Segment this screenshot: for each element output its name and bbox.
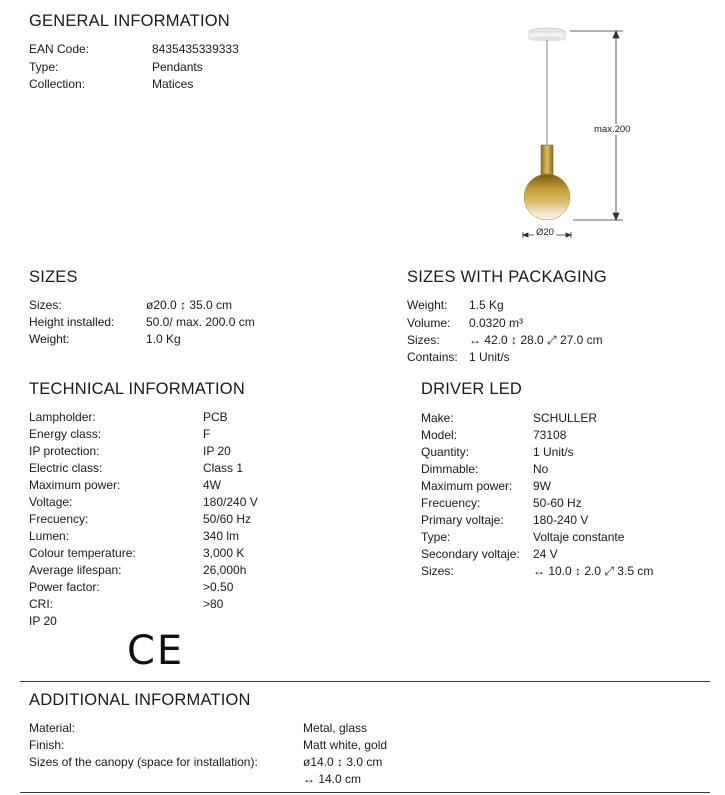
sizes-title: SIZES: [29, 268, 78, 286]
technical-lifespan-label: Average lifespan:: [29, 563, 122, 577]
technical-frequency-value: 50/60 Hz: [203, 512, 252, 526]
driver-sizes-label: Sizes:: [421, 564, 454, 578]
technical-lampholder-label: Lampholder:: [29, 410, 96, 424]
additional-finish-label: Finish:: [29, 738, 65, 752]
general-ean-value: 8435435339333: [152, 42, 239, 56]
lamp-neck: [541, 145, 553, 177]
technical-electric-class-label: Electric class:: [29, 461, 103, 475]
technical-cri-label: CRI:: [29, 597, 53, 611]
driver-type-label: Type:: [421, 530, 451, 544]
technical-ip-protection-value: IP 20: [203, 444, 231, 458]
driver-sizes-value: ↔ 10.0 ↕ 2.0 ⤢ 3.5 cm: [533, 564, 654, 578]
additional-bottom-rule: [20, 792, 710, 793]
packaging-weight-value: 1.5 Kg: [469, 298, 504, 312]
additional-material-label: Material:: [29, 721, 76, 735]
technical-lampholder-value: PCB: [203, 410, 228, 424]
packaging-weight-label: Weight:: [407, 298, 448, 312]
driver-type-value: Voltaje constante: [533, 530, 625, 544]
driver-primary-voltage-label: Primary voltaje:: [421, 513, 504, 527]
packaging-volume-label: Volume:: [407, 316, 451, 330]
driver-make-label: Make:: [421, 411, 454, 425]
technical-energy-class-value: F: [203, 427, 211, 441]
technical-cri-value: >80: [203, 597, 224, 611]
technical-frequency-label: Frecuency:: [29, 512, 89, 526]
technical-voltage-value: 180/240 V: [203, 495, 258, 509]
additional-canopy-width: ↔ 14.0 cm: [303, 772, 362, 786]
general-ean-label: EAN Code:: [29, 42, 90, 56]
driver-dimmable-label: Dimmable:: [421, 462, 479, 476]
technical-electric-class-value: Class 1: [203, 461, 244, 475]
driver-primary-voltage-value: 180-240 V: [533, 513, 589, 527]
canopy: [529, 28, 565, 42]
driver-model-value: 73108: [533, 428, 567, 442]
sizes-height-label: Height installed:: [29, 315, 115, 329]
technical-max-power-label: Maximum power:: [29, 478, 121, 492]
packaging-contains-label: Contains:: [407, 350, 458, 364]
general-collection-label: Collection:: [29, 77, 86, 91]
technical-lifespan-value: 26,000h: [203, 563, 247, 577]
packaging-title: SIZES WITH PACKAGING: [407, 268, 607, 286]
sizes-sizes-label: Sizes:: [29, 298, 62, 312]
driver-dimmable-value: No: [533, 462, 549, 476]
general-title: GENERAL INFORMATION: [29, 12, 230, 30]
packaging-sizes-label: Sizes:: [407, 333, 440, 347]
technical-ip-protection-label: IP protection:: [29, 444, 100, 458]
sizes-height-value: 50.0/ max. 200.0 cm: [146, 315, 255, 329]
general-collection-value: Matices: [152, 77, 194, 91]
driver-secondary-voltage-value: 24 V: [533, 547, 558, 561]
driver-quantity-label: Quantity:: [421, 445, 470, 459]
driver-max-power-value: 9W: [533, 479, 551, 493]
sizes-weight-value: 1.0 Kg: [146, 332, 181, 346]
general-type-label: Type:: [29, 60, 59, 74]
sizes-weight-label: Weight:: [29, 332, 70, 346]
general-type-value: Pendants: [152, 60, 203, 74]
technical-energy-class-label: Energy class:: [29, 427, 102, 441]
driver-title: DRIVER LED: [421, 380, 523, 398]
additional-canopy-label: Sizes of the canopy (space for installation):: [29, 755, 258, 769]
additional-title: ADDITIONAL INFORMATION: [29, 691, 251, 709]
technical-lumen-value: 340 lm: [203, 529, 240, 543]
additional-canopy-value: ø14.0 ↕ 3.0 cm: [303, 755, 383, 769]
driver-quantity-value: 1 Unit/s: [533, 445, 574, 459]
technical-power-factor-label: Power factor:: [29, 580, 100, 594]
driver-secondary-voltage-label: Secondary voltaje:: [421, 547, 520, 561]
additional-top-rule: [20, 681, 710, 682]
additional-material-value: Metal, glass: [303, 721, 368, 735]
technical-colour-temp-label: Colour temperature:: [29, 546, 136, 560]
technical-power-factor-value: >0.50: [203, 580, 234, 594]
driver-frequency-label: Frecuency:: [421, 496, 481, 510]
driver-frequency-value: 50-60 Hz: [533, 496, 582, 510]
sizes-sizes-value: ø20.0 ↕ 35.0 cm: [146, 298, 233, 312]
technical-lumen-label: Lumen:: [29, 529, 70, 543]
ce-mark-icon: CE: [127, 628, 185, 674]
driver-max-power-label: Maximum power:: [421, 479, 513, 493]
height-dimension-label: max.200: [594, 124, 631, 135]
technical-voltage-label: Voltage:: [29, 495, 73, 509]
technical-max-power-value: 4W: [203, 478, 221, 492]
driver-model-label: Model:: [421, 428, 458, 442]
technical-ip-note: IP 20: [29, 614, 57, 628]
driver-make-value: SCHULLER: [533, 411, 598, 425]
technical-title: TECHNICAL INFORMATION: [29, 380, 245, 398]
packaging-contains-value: 1 Unit/s: [469, 350, 510, 364]
additional-finish-value: Matt white, gold: [303, 738, 388, 752]
diameter-dimension-label: Ø20: [536, 227, 554, 238]
lamp-globe: [524, 174, 570, 220]
packaging-sizes-value: ↔ 42.0 ↕ 28.0 ⤢ 27.0 cm: [469, 333, 603, 347]
technical-colour-temp-value: 3,000 K: [203, 546, 245, 560]
packaging-volume-value: 0.0320 m³: [469, 316, 524, 330]
